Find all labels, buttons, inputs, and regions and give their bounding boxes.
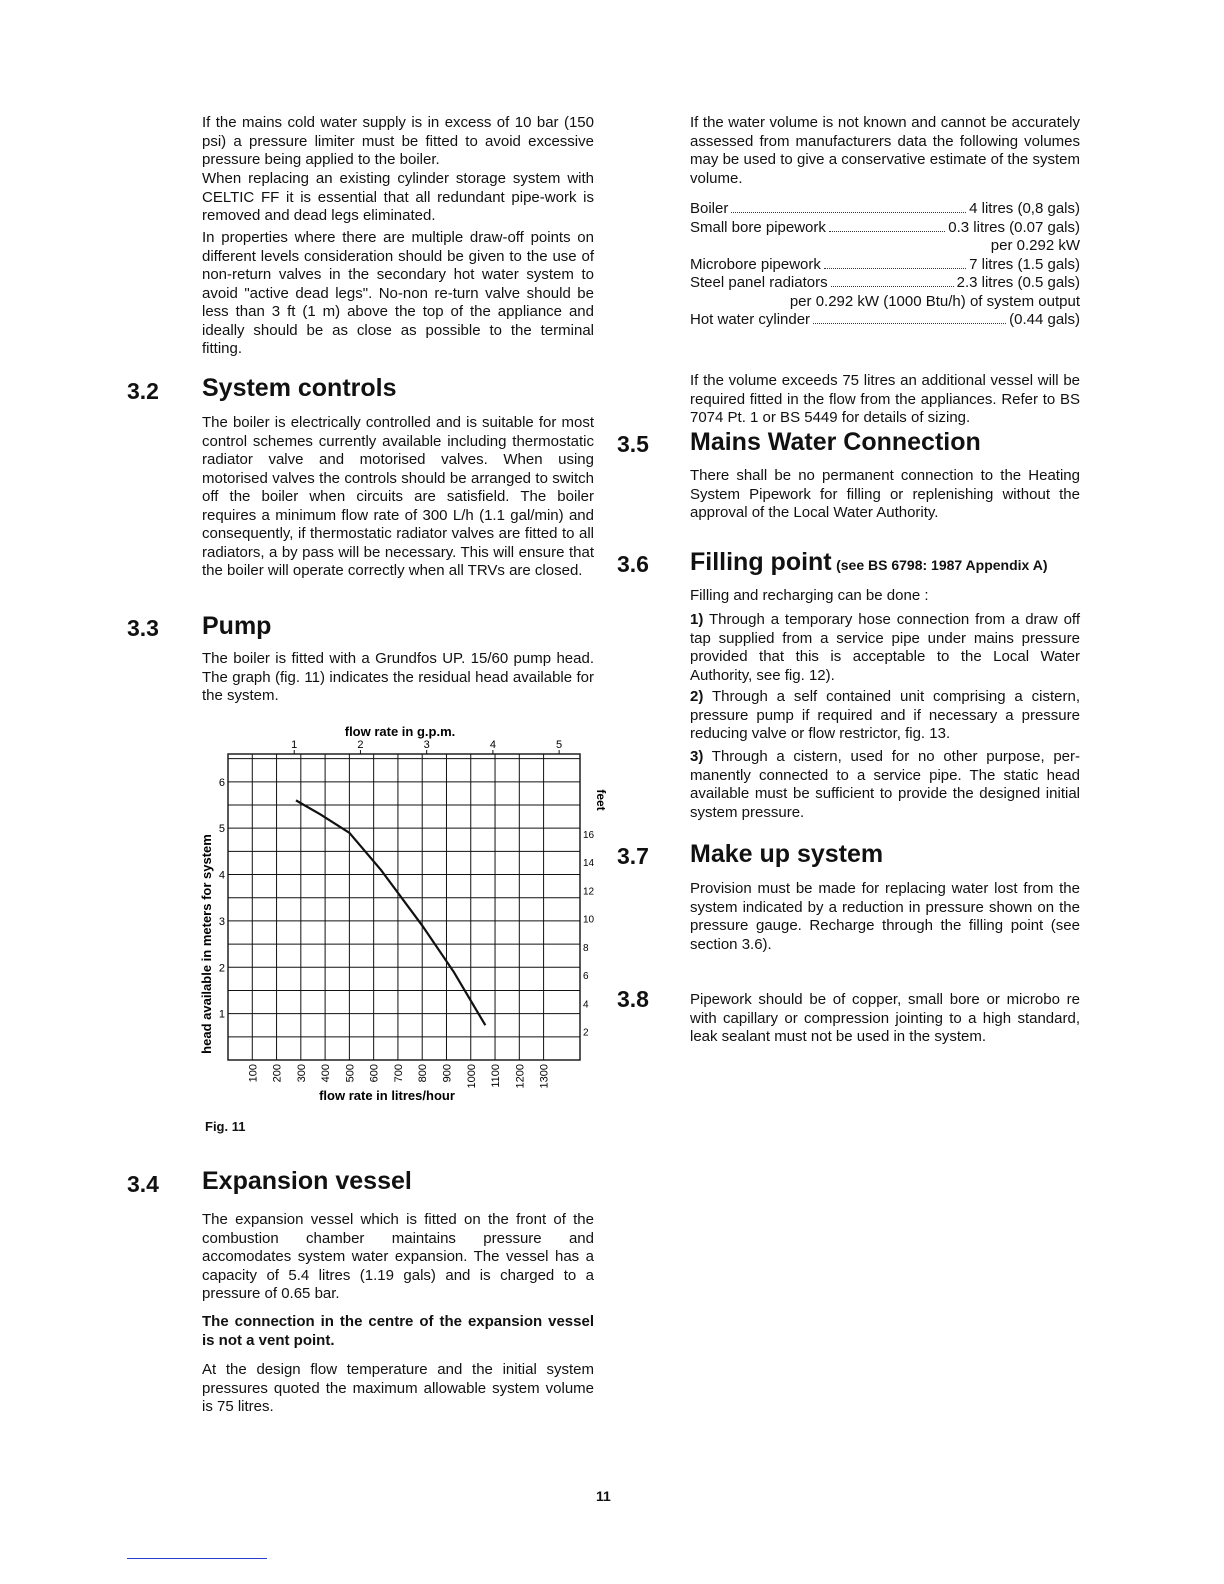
volume-row [690, 200, 1080, 219]
paragraph-pump: The boiler is fitted with a Grundfos UP. 15/60 pump head. The graph (fig. 11) indicates the residual head available for the system. [202, 650, 594, 704]
volume-label: Hot water cylinder [690, 311, 811, 328]
top-tick-label: 2 [357, 739, 364, 751]
section-number-3-4: 3.4 [127, 1171, 159, 1197]
section-heading-filling-point [690, 548, 1047, 577]
top-tick-label: 3 [423, 739, 430, 751]
y2-tick-label: 10 [583, 914, 595, 926]
paragraph-replacing-cylinder: When replacing an existing cylinder storage system with CELTIC FF it is essential that all redundant pipe-work is removed and dead legs eliminated. [202, 170, 594, 224]
section-number-3-5: 3.5 [617, 431, 649, 457]
paragraph-filling-intro: Filling and recharging can be done : [690, 587, 929, 604]
paragraph-pipework: Pipework should be of copper, small bore or microbo re with capillary or compression jointing to a high standard, leak sealant must not be used in the system. [690, 991, 1080, 1045]
chart-x-label: flow rate in litres/hour [319, 1088, 455, 1103]
top-tick-label: 5 [556, 739, 563, 751]
y2-tick-label: 6 [583, 971, 589, 983]
list-item-number: 1) [690, 611, 704, 628]
y2-tick-label: 12 [583, 886, 595, 898]
list-item [690, 748, 1080, 822]
x-tick-label: 700 [392, 1064, 405, 1083]
list-item-number: 2) [690, 688, 704, 705]
list-item-text: Through a self contained unit comprising a cistern, pressure pump if required and if necessary a pressure reducing valve or flow restrictor, fig. 13. [690, 688, 1080, 742]
x-tick-label: 900 [441, 1064, 454, 1083]
volume-value: (0.44 gals) [1009, 311, 1080, 328]
volume-table [690, 200, 1080, 330]
x-tick-label: 800 [417, 1064, 430, 1083]
y-tick-label: 4 [218, 869, 225, 882]
paragraph-expansion-vessel: The expansion vessel which is fitted on the front of the combustion chamber maintains pressure and accomodates system water expansion. The vessel has a capacity of 5.4 litres (1.19 gals) and is charged to a pressure of 0.65 bar. [202, 1211, 594, 1302]
list-item-text: Through a temporary hose connection from a draw off tap supplied from a service pipe under mains pressure provided that this is acceptable to the Local Water Authority, see fig. 12). [690, 611, 1080, 684]
section-title-mains-water: Mains Water Connection [690, 428, 981, 456]
volume-row [690, 256, 1080, 275]
volume-note: per 0.292 kW [990, 237, 1080, 254]
list-item [690, 611, 1080, 685]
chart-title: flow rate in g.p.m. [344, 724, 456, 739]
chart-grid [228, 754, 580, 1060]
section-number-3-7: 3.7 [617, 843, 649, 869]
list-item-text: Through a cistern, used for no other purpose, per-manently connected to a service pipe. The static head available must be sufficient to provide the designed initial system pressure. [690, 748, 1080, 821]
x-tick-label: 1200 [514, 1064, 527, 1089]
top-tick-label: 4 [489, 739, 496, 751]
volume-label: Steel panel radiators [690, 274, 828, 291]
figure-caption: Fig. 11 [205, 1119, 246, 1134]
chart-ticks [219, 739, 595, 1088]
section-subtitle-filling-point: (see BS 6798: 1987 Appendix A) [836, 557, 1048, 573]
x-tick-label: 1100 [490, 1064, 503, 1088]
x-tick-label: 1300 [538, 1064, 551, 1089]
x-tick-label: 400 [320, 1064, 333, 1083]
y-tick-label: 6 [218, 776, 225, 789]
volume-value: 0.3 litres (0.07 gals) [948, 218, 1080, 236]
volume-value: 4 litres (0,8 gals) [969, 200, 1080, 217]
section-title-make-up-system: Make up system [690, 840, 884, 868]
paragraph-system-controls: The boiler is electrically controlled and is suitable for most control schemes currently available including thermostatic radiator valve and motorised valves. When using motorised valves the controls should be arranged to switch off the boiler when circuits are satisfield. The boiler requires a minimum flow rate of 300 L/h (1.1 gal/min) and consequently, if thermostatic radiator valves are fitted to all radiators, a by pass will be necessary. This will ensure that the boiler will operate correctly when all TRVs are closed. [202, 414, 594, 579]
section-title-pump: Pump [202, 612, 272, 640]
volume-row [690, 219, 1080, 256]
paragraph-additional-vessel: If the volume exceeds 75 litres an additional vessel will be required fitted in the flow from the appliances. Refer to BS 7074 Pt. 1 or BS 5449 for details of sizing. [690, 372, 1080, 426]
x-tick-label: 500 [344, 1064, 357, 1083]
y-tick-label: 3 [218, 915, 225, 928]
volume-label: Boiler [690, 200, 729, 217]
chart-curve [296, 800, 485, 1025]
y-tick-label: 5 [218, 823, 225, 836]
volume-label: Small bore pipework [690, 218, 826, 236]
y2-tick-label: 8 [583, 942, 589, 954]
x-tick-label: 1000 [465, 1064, 478, 1089]
paragraph-mains-water: There shall be no permanent connection to the Heating System Pipework for filling or replenishing without the approval of the Local Water Authority. [690, 467, 1080, 521]
chart-y-label: head available in meters for system [199, 834, 214, 1054]
x-tick-label: 100 [247, 1064, 260, 1083]
y2-tick-label: 4 [583, 999, 589, 1011]
volume-value: 7 litres (1.5 gals) [969, 255, 1080, 273]
paragraph-non-return-valves: In properties where there are multiple draw-off points on different levels consideration should be given to the use of non-return valves in the secondary hot water system to avoid "active dead legs". No-non re-turn valve should be less than 3 ft (1 m) above the top of the appliance and ideally should be as close as possible to the terminal fitting. [202, 229, 594, 357]
paragraph-vent-point-warning: The connection in the centre of the expansion vessel is not a vent point. [202, 1313, 594, 1349]
y2-tick-label: 14 [583, 858, 595, 870]
volume-row [690, 311, 1080, 330]
section-number-3-6: 3.6 [617, 551, 649, 577]
section-title-filling-point: Filling point [690, 548, 832, 576]
section-title-expansion-vessel: Expansion vessel [202, 1167, 412, 1195]
list-item [690, 688, 1080, 744]
x-tick-label: 300 [295, 1064, 308, 1083]
x-tick-label: 200 [271, 1064, 284, 1083]
paragraph-water-volume: If the water volume is not known and cannot be accurately assessed from manufacturers data the following volumes may be used to give a conservative estimate of the system volume. [690, 114, 1080, 187]
y2-tick-label: 16 [583, 829, 595, 841]
paragraph-pressure-limiter: If the mains cold water supply is in excess of 10 bar (150 psi) a pressure limiter must be fitted to avoid excessive pressure being applied to the boiler. [202, 114, 594, 168]
chart-y2-label: feet [594, 789, 608, 811]
section-title-system-controls: System controls [202, 374, 397, 402]
pump-head-chart [195, 718, 615, 1110]
page-number: 11 [596, 1488, 611, 1504]
y-tick-label: 1 [218, 1008, 225, 1021]
volume-note: per 0.292 kW (1000 Btu/h) of system output [789, 292, 1080, 310]
paragraph-make-up-system: Provision must be made for replacing water lost from the system indicated by a reduction in pressure shown on the pressure gauge. Recharge through the filling point (see section 3.6). [690, 880, 1080, 953]
y2-tick-label: 2 [583, 1027, 589, 1039]
pump-curve-line [296, 800, 485, 1025]
list-item-number: 3) [690, 748, 704, 765]
paragraph-max-volume: At the design flow temperature and the initial system pressures quoted the maximum allowable system volume is 75 litres. [202, 1361, 594, 1415]
x-tick-label: 600 [368, 1064, 381, 1083]
section-number-3-2: 3.2 [127, 378, 159, 404]
section-number-3-8: 3.8 [617, 986, 649, 1012]
top-tick-label: 1 [291, 739, 298, 751]
volume-row [690, 274, 1080, 311]
section-number-3-3: 3.3 [127, 615, 159, 641]
volume-label: Microbore pipework [690, 255, 821, 273]
footer-rule [127, 1558, 267, 1559]
y-tick-label: 2 [218, 962, 225, 975]
volume-value: 2.3 litres (0.5 gals) [956, 274, 1080, 291]
